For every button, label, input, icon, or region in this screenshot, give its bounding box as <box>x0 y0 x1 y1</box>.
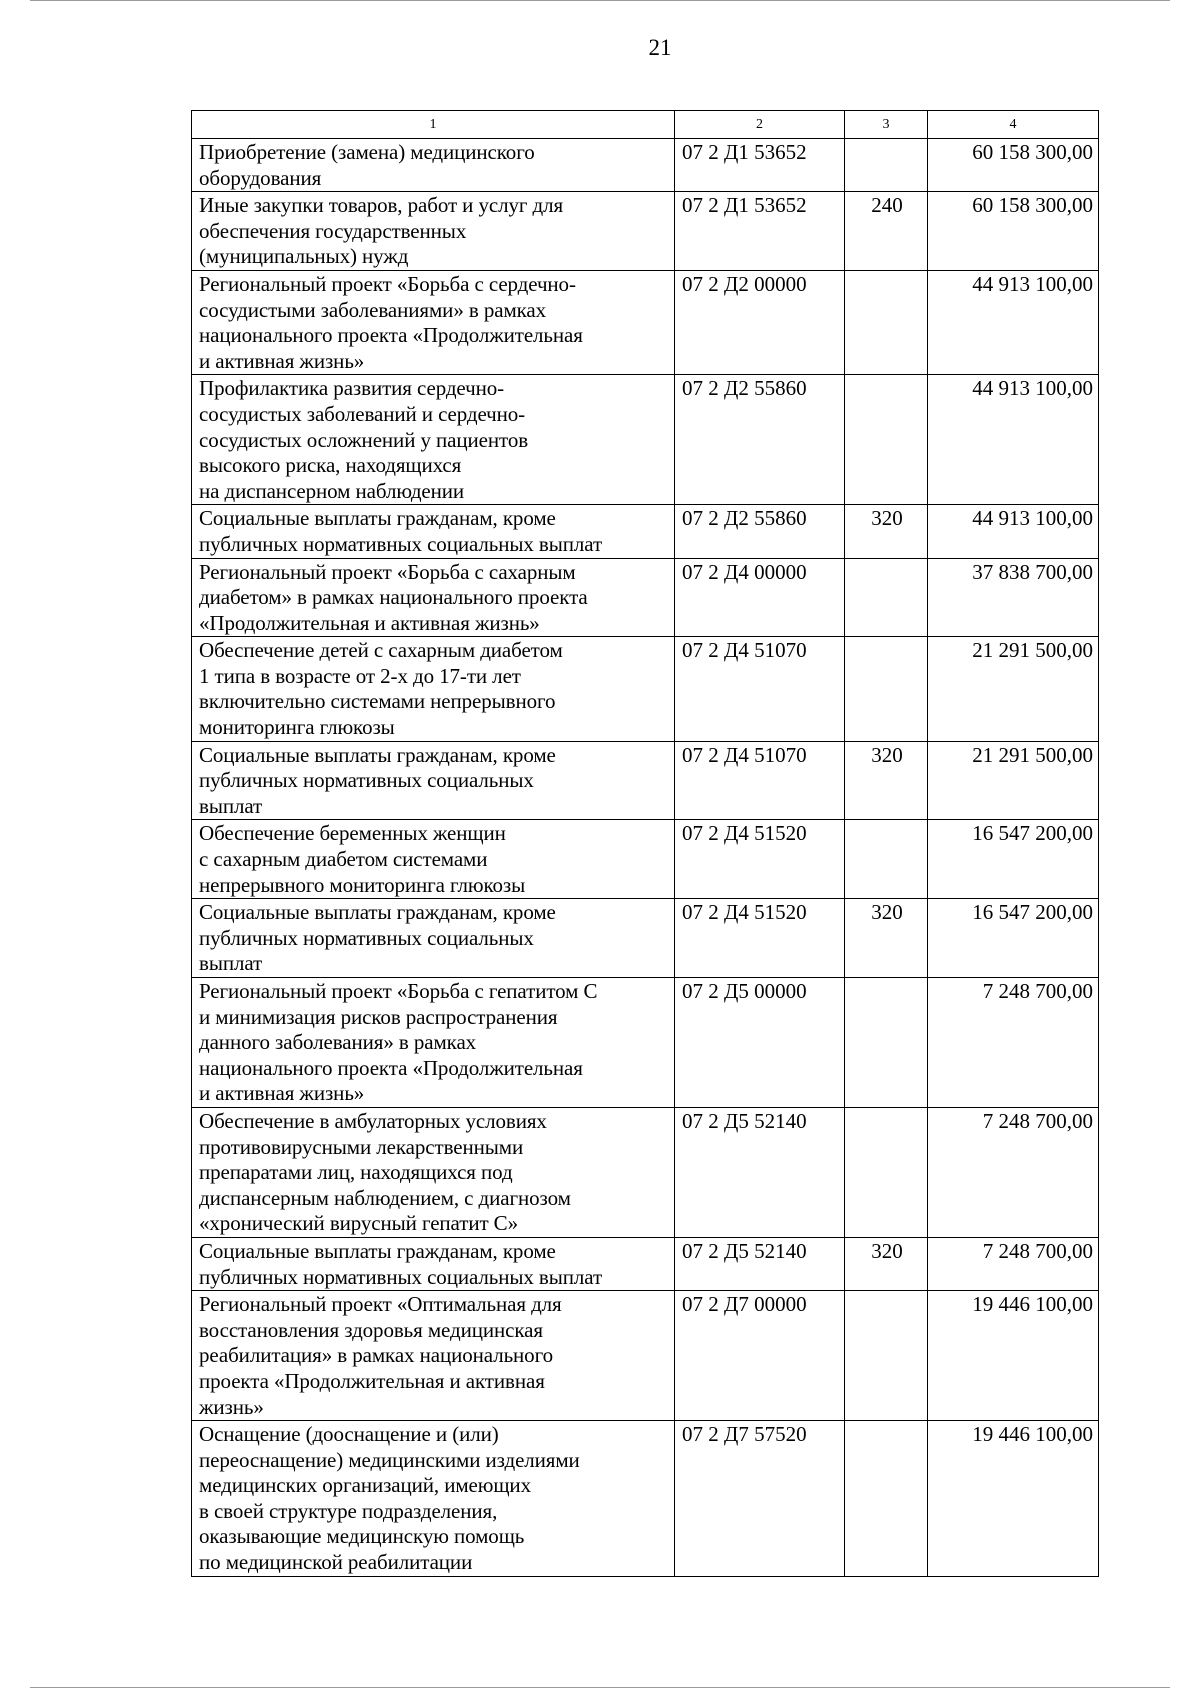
row-code: 07 2 Д5 52140 <box>675 1107 845 1237</box>
row-code: 07 2 Д4 51070 <box>675 637 845 741</box>
row-expense-type <box>845 375 928 505</box>
row-name: Социальные выплаты гражданам, кроме публичных нормативных социальных выплат <box>192 741 675 820</box>
row-code: 07 2 Д2 55860 <box>675 505 845 558</box>
row-amount: 19 446 100,00 <box>928 1421 1099 1577</box>
row-code: 07 2 Д2 55860 <box>675 375 845 505</box>
row-name: Иные закупки товаров, работ и услуг для обеспечения государственных (муниципальных) нужд <box>192 192 675 271</box>
row-expense-type <box>845 978 928 1108</box>
table-row <box>192 375 1099 505</box>
table-row <box>192 637 1099 741</box>
table-row <box>192 1291 1099 1421</box>
column-header-4: 4 <box>928 111 1099 139</box>
row-expense-type <box>845 1421 928 1577</box>
row-amount: 37 838 700,00 <box>928 558 1099 637</box>
row-name: Региональный проект «Борьба с гепатитом С и минимизация рисков распространения данного заболевания» в рамках национального проекта «Продолжительная и активная жизнь» <box>192 978 675 1108</box>
row-expense-type <box>845 637 928 741</box>
budget-table <box>191 110 1099 1577</box>
row-amount: 7 248 700,00 <box>928 1237 1099 1290</box>
row-amount: 7 248 700,00 <box>928 978 1099 1108</box>
table-row <box>192 978 1099 1108</box>
row-code: 07 2 Д4 51520 <box>675 820 845 899</box>
row-name: Оснащение (дооснащение и (или) переоснащение) медицинскими изделиями медицинских организаций, имеющих в своей структуре подразделения, оказывающие медицинскую помощь по медицинской реабилитации <box>192 1421 675 1577</box>
row-expense-type: 240 <box>845 192 928 271</box>
column-header-2: 2 <box>675 111 845 139</box>
row-amount: 16 547 200,00 <box>928 899 1099 978</box>
table-row <box>192 270 1099 374</box>
row-code: 07 2 Д4 51070 <box>675 741 845 820</box>
row-code: 07 2 Д5 52140 <box>675 1237 845 1290</box>
table-row <box>192 139 1099 192</box>
row-name: Обеспечение детей с сахарным диабетом 1 типа в возрасте от 2-х до 17-ти лет включительно системами непрерывного мониторинга глюкозы <box>192 637 675 741</box>
table-row <box>192 741 1099 820</box>
row-name: Профилактика развития сердечно- сосудистых заболеваний и сердечно- сосудистых осложнений у пациентов высокого риска, находящихся на диспансерном наблюдении <box>192 375 675 505</box>
row-name: Обеспечение в амбулаторных условиях противовирусными лекарственными препаратами лиц, находящихся под диспансерным наблюдением, с диагнозом «хронический вирусный гепатит С» <box>192 1107 675 1237</box>
row-amount: 19 446 100,00 <box>928 1291 1099 1421</box>
row-name: Региональный проект «Борьба с сердечно- сосудистыми заболеваниями» в рамках национального проекта «Продолжительная и активная жизнь» <box>192 270 675 374</box>
table-row <box>192 192 1099 271</box>
page-number: 21 <box>648 35 672 60</box>
row-amount: 21 291 500,00 <box>928 637 1099 741</box>
row-code: 07 2 Д1 53652 <box>675 139 845 192</box>
page-edge-top <box>30 0 1170 1</box>
row-expense-type: 320 <box>845 1237 928 1290</box>
column-header-3: 3 <box>845 111 928 139</box>
table-row <box>192 558 1099 637</box>
table-header-row <box>192 111 1099 139</box>
row-code: 07 2 Д2 00000 <box>675 270 845 374</box>
row-code: 07 2 Д4 51520 <box>675 899 845 978</box>
row-expense-type <box>845 270 928 374</box>
table-row <box>192 1237 1099 1290</box>
row-code: 07 2 Д4 00000 <box>675 558 845 637</box>
row-amount: 44 913 100,00 <box>928 270 1099 374</box>
row-name: Обеспечение беременных женщин с сахарным диабетом системами непрерывного мониторинга глюкозы <box>192 820 675 899</box>
row-name: Региональный проект «Оптимальная для восстановления здоровья медицинская реабилитация» в рамках национального проекта «Продолжительная и активная жизнь» <box>192 1291 675 1421</box>
row-expense-type <box>845 139 928 192</box>
row-name: Социальные выплаты гражданам, кроме публичных нормативных социальных выплат <box>192 505 675 558</box>
row-name: Региональный проект «Борьба с сахарным диабетом» в рамках национального проекта «Продолжительная и активная жизнь» <box>192 558 675 637</box>
row-code: 07 2 Д1 53652 <box>675 192 845 271</box>
table-row <box>192 1107 1099 1237</box>
row-code: 07 2 Д7 00000 <box>675 1291 845 1421</box>
row-amount: 21 291 500,00 <box>928 741 1099 820</box>
table-row <box>192 1421 1099 1577</box>
row-expense-type: 320 <box>845 899 928 978</box>
row-amount: 44 913 100,00 <box>928 505 1099 558</box>
table-row <box>192 820 1099 899</box>
row-amount: 16 547 200,00 <box>928 820 1099 899</box>
row-expense-type: 320 <box>845 741 928 820</box>
row-expense-type <box>845 558 928 637</box>
row-name: Социальные выплаты гражданам, кроме публичных нормативных социальных выплат <box>192 899 675 978</box>
table-row <box>192 505 1099 558</box>
row-code: 07 2 Д7 57520 <box>675 1421 845 1577</box>
row-name: Приобретение (замена) медицинского оборудования <box>192 139 675 192</box>
row-expense-type <box>845 820 928 899</box>
page-edge-bottom <box>30 1687 1170 1688</box>
row-expense-type <box>845 1291 928 1421</box>
row-expense-type: 320 <box>845 505 928 558</box>
row-name: Социальные выплаты гражданам, кроме публичных нормативных социальных выплат <box>192 1237 675 1290</box>
row-expense-type <box>845 1107 928 1237</box>
column-header-1: 1 <box>192 111 675 139</box>
row-amount: 60 158 300,00 <box>928 139 1099 192</box>
row-amount: 44 913 100,00 <box>928 375 1099 505</box>
row-amount: 60 158 300,00 <box>928 192 1099 271</box>
row-amount: 7 248 700,00 <box>928 1107 1099 1237</box>
table-row <box>192 899 1099 978</box>
row-code: 07 2 Д5 00000 <box>675 978 845 1108</box>
